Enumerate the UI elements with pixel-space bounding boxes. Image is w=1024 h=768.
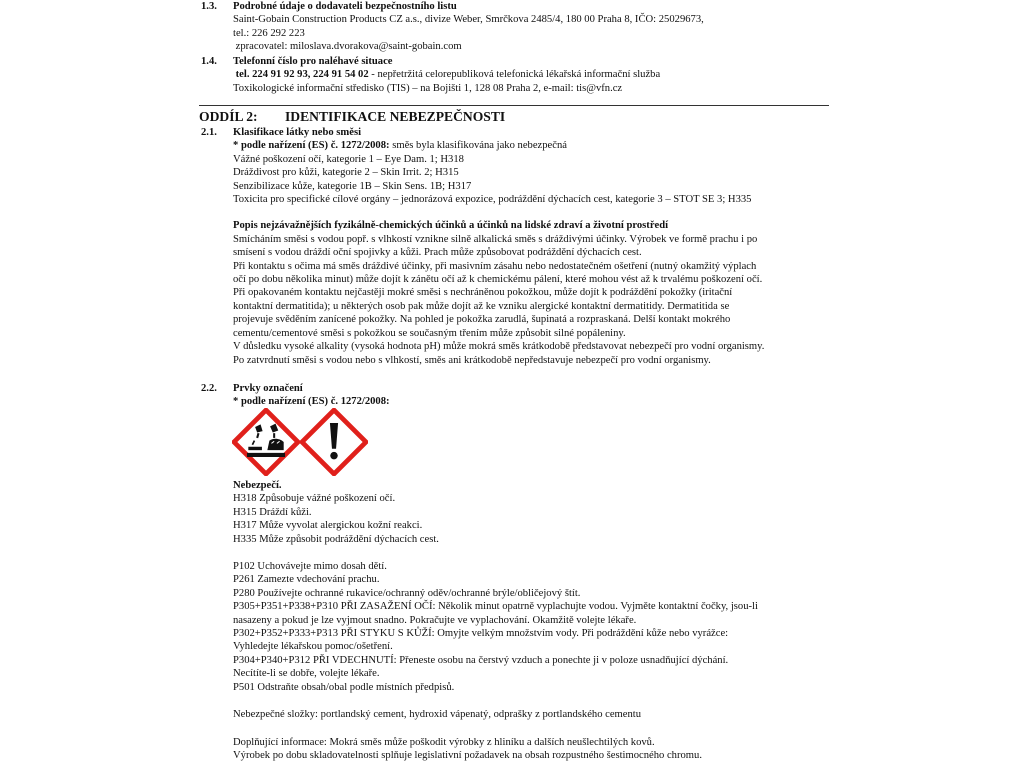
section-2-label: ODDÍL 2: bbox=[199, 109, 258, 124]
toxicology-center-line: Toxikologické informační středisko (TIS) – na Bojišti 1, 128 08 Praha 2, e-mail: tis@vfn.cz bbox=[233, 82, 623, 94]
h-statement: H315 Dráždí kůži. bbox=[233, 506, 312, 518]
effects-line: smísení s vodou dráždí oční spojivky a kůži. Prach může způsobovat podráždění dýchacích cest. bbox=[233, 247, 642, 259]
section-divider bbox=[199, 105, 829, 106]
supplier-line: Saint-Gobain Construction Products CZ a.s., divize Weber, Smrčkova 2485/4, 180 00 Praha 8, IČO: 25029673, bbox=[233, 14, 704, 26]
section-2-title: IDENTIFIKACE NEBEZPEČNOSTI bbox=[285, 109, 506, 124]
hazard-class-line: Toxicita pro specifické cílové orgány – jednorázová expozice, podráždění dýchacích cest, kategorie 3 – STOT SE 3; H335 bbox=[233, 194, 752, 206]
section-2-2-body bbox=[233, 479, 833, 762]
classification-regulation bbox=[233, 139, 833, 152]
section-number-2-1: 2.1. bbox=[201, 127, 217, 138]
supplier-contact-email: zpracovatel: miloslava.dvorakova@saint-gobain.com bbox=[233, 41, 462, 53]
section-2-2-title: Prvky označení bbox=[233, 383, 303, 394]
hazard-class-line: Dráždivost pro kůži, kategorie 2 – Skin Irrit. 2; H315 bbox=[233, 167, 459, 179]
p-statement: P261 Zamezte vdechování prachu. bbox=[233, 574, 380, 586]
effects-line: Při opakovaném kontaktu nejčastěji mokré směsi s nechráněnou pokožkou, může dojít k podráždění pokožky (iritační bbox=[233, 287, 733, 299]
section-1-3 bbox=[233, 0, 833, 54]
section-2-heading bbox=[199, 109, 506, 125]
exclamation-icon bbox=[300, 408, 368, 476]
section-1-3-title: Podrobné údaje o dodavateli bezpečnostního listu bbox=[233, 1, 457, 12]
effects-line: kontaktní dermatitida); u některých osob pak může dojít až ke vzniku alergické kontaktní dermatitidy. Dermatitida se bbox=[233, 300, 730, 312]
section-number-1-4: 1.4. bbox=[201, 56, 217, 67]
section-1-4-title: Telefonní číslo pro naléhavé situace bbox=[233, 56, 393, 67]
section-2-2-header bbox=[233, 382, 833, 409]
ghs-pictograms bbox=[232, 408, 372, 476]
classification-result: směs byla klasifikována jako nebezpečná bbox=[389, 140, 567, 152]
hazard-class-line: Senzibilizace kůže, kategorie 1B – Skin Sens. 1B; H317 bbox=[233, 180, 472, 192]
h-statement: H335 Může způsobit podráždění dýchacích cest. bbox=[233, 533, 439, 545]
emergency-phone-numbers: tel. 224 91 92 93, 224 91 54 02 bbox=[233, 69, 369, 81]
emergency-phone-description: - nepřetržitá celorepubliková telefonická lékařská informační služba bbox=[368, 69, 661, 81]
p-statement: Vyhledejte lékařskou pomoc/ošetření. bbox=[233, 641, 393, 653]
effects-line: Při kontaktu s očima má směs dráždivé účinky, při masivním zásahu nebo nedostatečném ošetření (nutný okamžitý výplach bbox=[233, 260, 757, 272]
regulation-reference: * podle nařízení (ES) č. 1272/2008: bbox=[233, 140, 390, 152]
labelling-regulation: * podle nařízení (ES) č. 1272/2008: bbox=[233, 396, 390, 408]
section-2-1-title: Klasifikace látky nebo směsi bbox=[233, 127, 362, 138]
effects-line: očí po dobu několika minut) může dojít k zánětu očí až k chemickému pálení, které mohou vést až k trvalému poškození očí. bbox=[233, 274, 763, 286]
additional-info: Výrobek po dobu skladovatelnosti splňuje legislativní požadavek na obsah rozpustného šestimocného chromu. bbox=[233, 749, 702, 761]
p-statement: Necítíte-li se dobře, volejte lékaře. bbox=[233, 668, 380, 680]
effects-line: cementu/cementové směsi s pokožkou se současným třením může způsobit silné popáleniny. bbox=[233, 327, 626, 339]
effects-line: Smícháním směsi s vodou popř. s vlhkostí vznikne silně alkalická směs s dráždivými účinky. Výrobek ve formě prachu i po bbox=[233, 233, 758, 245]
section-1-4 bbox=[233, 55, 833, 95]
hazard-class-line: Vážné poškození očí, kategorie 1 – Eye Dam. 1; H318 bbox=[233, 153, 464, 165]
additional-info: Doplňující informace: Mokrá směs může poškodit výrobky z hliníku a dalších neušlechtilých kovů. bbox=[233, 736, 655, 748]
hazardous-components: Nebezpečné složky: portlandský cement, hydroxid vápenatý, odprašky z portlandského cementu bbox=[233, 709, 642, 721]
section-number-2-2: 2.2. bbox=[201, 383, 217, 394]
section-2-1 bbox=[233, 126, 833, 367]
effects-line: projevuje svěděním zanícené pokožky. Na pohled je pokožka zarudlá, šupinatá a rozpraskaná. Delší kontakt mokrého bbox=[233, 314, 731, 326]
p-statement: P102 Uchovávejte mimo dosah dětí. bbox=[233, 561, 387, 573]
p-statement: P501 Odstraňte obsah/obal podle místních předpisů. bbox=[233, 681, 455, 693]
signal-word: Nebezpečí. bbox=[233, 480, 282, 491]
p-statement: P305+P351+P338+P310 PŘI ZASAŽENÍ OČÍ: Několik minut opatrně vyplachujte vodou. Vyjměte kontaktní čočky, jsou-li bbox=[233, 601, 758, 613]
emergency-phone-line bbox=[233, 68, 833, 81]
h-statement: H317 Může vyvolat alergickou kožní reakci. bbox=[233, 520, 423, 532]
p-statement: nasazeny a pokud je lze vyjmout snadno. Pokračujte ve vyplachování. Okamžitě volejte lékaře. bbox=[233, 614, 637, 626]
h-statement: H318 Způsobuje vážné poškození očí. bbox=[233, 493, 396, 505]
p-statement: P302+P352+P333+P313 PŘI STYKU S KŮŽÍ: Omyjte velkým množstvím vody. Při podráždění kůže nebo vyrážce: bbox=[233, 628, 729, 640]
effects-line: Po zatvrdnutí směsi s vodou nebo s vlhkostí, směs ani krátkodobě nepředstavuje nebezpečí pro vodní organismy. bbox=[233, 354, 711, 366]
effects-line: V důsledku vysoké alkality (vysoká hodnota pH) může mokrá směs krátkodobě představovat nebezpečí pro vodní organismy. bbox=[233, 341, 765, 353]
p-statement: P304+P340+P312 PŘI VDECHNUTÍ: Přeneste osobu na čerstvý vzduch a ponechte ji v poloze usnadňující dýchání. bbox=[233, 654, 729, 666]
p-statement: P280 Používejte ochranné rukavice/ochranný oděv/ochranné brýle/obličejový štít. bbox=[233, 587, 581, 599]
supplier-phone: tel.: 226 292 223 bbox=[233, 27, 305, 39]
corrosion-icon bbox=[232, 408, 300, 476]
effects-title: Popis nejzávažnějších fyzikálně-chemických účinků a účinků na lidské zdraví a životní prostředí bbox=[233, 220, 669, 232]
section-number-1-3: 1.3. bbox=[201, 1, 217, 12]
